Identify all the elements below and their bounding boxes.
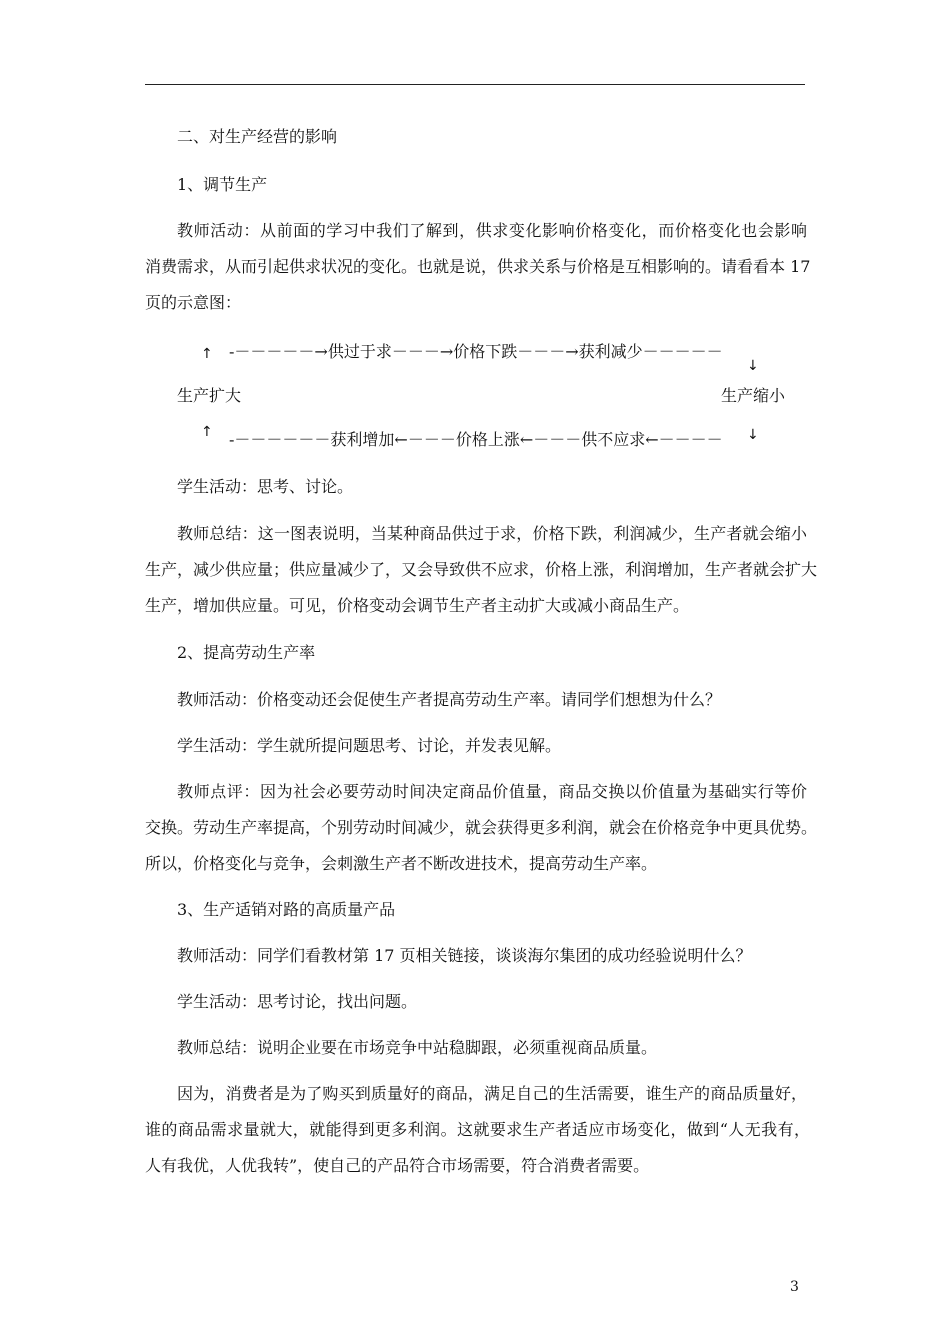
paragraph-line: 教师总结：这一图表说明，当某种商品供过于求，价格下跌，利润减少，生产者就会缩小 — [177, 524, 807, 543]
paragraph-line: 生产，增加供应量。可见，价格变动会调节生产者主动扩大或减小商品生产。 — [145, 596, 690, 615]
diagram-top-row: -－－－－－→供过于求－－－→价格下跌－－－→获利减少－－－－－ — [229, 342, 723, 361]
subsection-heading: 2、提高劳动生产率 — [177, 643, 316, 662]
paragraph-line: 生产，减少供应量；供应量减少了，又会导致供不应求，价格上涨，利润增加，生产者就会扩大 — [145, 560, 818, 579]
page-number: 3 — [790, 1279, 799, 1295]
up-arrow-icon: ↑ — [201, 424, 213, 440]
paragraph-line: 教师活动：从前面的学习中我们了解到，供求变化影响价格变化，而价格变化也会影响 — [177, 221, 807, 240]
paragraph-line: 所以，价格变化与竞争，会刺激生产者不断改进技术，提高劳动生产率。 — [145, 854, 658, 873]
paragraph-line: 教师活动：同学们看教材第 17 页相关链接，谈谈海尔集团的成功经验说明什么？ — [177, 946, 752, 965]
paragraph-line: 谁的商品需求量就大，就能得到更多利润。这就要求生产者适应市场变化，做到“人无我有， — [145, 1120, 810, 1139]
diagram-left-label: 生产扩大 — [177, 386, 242, 405]
paragraph-line: 消费需求，从而引起供求状况的变化。也就是说，供求关系与价格是互相影响的。请看看本 17 — [145, 257, 811, 276]
paragraph-line: 因为，消费者是为了购买到质量好的商品，满足自己的生活需要，谁生产的商品质量好， — [177, 1084, 807, 1103]
diagram-bottom-row: -－－－－－－获利增加←－－－价格上涨←－－－供不应求←－－－－ — [229, 430, 723, 449]
paragraph-line: 页的示意图： — [145, 293, 242, 312]
paragraph-line: 教师活动：价格变动还会促使生产者提高劳动生产率。请同学们想想为什么？ — [177, 690, 722, 709]
paragraph-line: 学生活动：思考讨论，找出问题。 — [177, 992, 418, 1011]
paragraph-line: 交换。劳动生产率提高，个别劳动时间减少，就会获得更多利润，就会在价格竞争中更具优势。 — [145, 818, 818, 837]
section-heading: 二、对生产经营的影响 — [177, 127, 338, 146]
down-arrow-icon: ↓ — [747, 358, 759, 374]
subsection-heading: 3、生产适销对路的高质量产品 — [177, 900, 396, 919]
paragraph-line: 教师点评：因为社会必要劳动时间决定商品价值量，商品交换以价值量为基础实行等价 — [177, 782, 807, 801]
paragraph-line: 人有我优，人优我转”，使自己的产品符合市场需要，符合消费者需要。 — [145, 1156, 650, 1175]
down-arrow-icon: ↓ — [747, 427, 759, 443]
paragraph-line: 学生活动：学生就所提问题思考、讨论，并发表见解。 — [177, 736, 562, 755]
up-arrow-icon: ↑ — [201, 346, 213, 362]
diagram-right-label: 生产缩小 — [721, 386, 786, 405]
header-rule — [145, 84, 805, 85]
paragraph-line: 教师总结：说明企业要在市场竞争中站稳脚跟，必须重视商品质量。 — [177, 1038, 658, 1057]
subsection-heading: 1、调节生产 — [177, 175, 268, 194]
paragraph-line: 学生活动：思考、讨论。 — [177, 477, 354, 496]
